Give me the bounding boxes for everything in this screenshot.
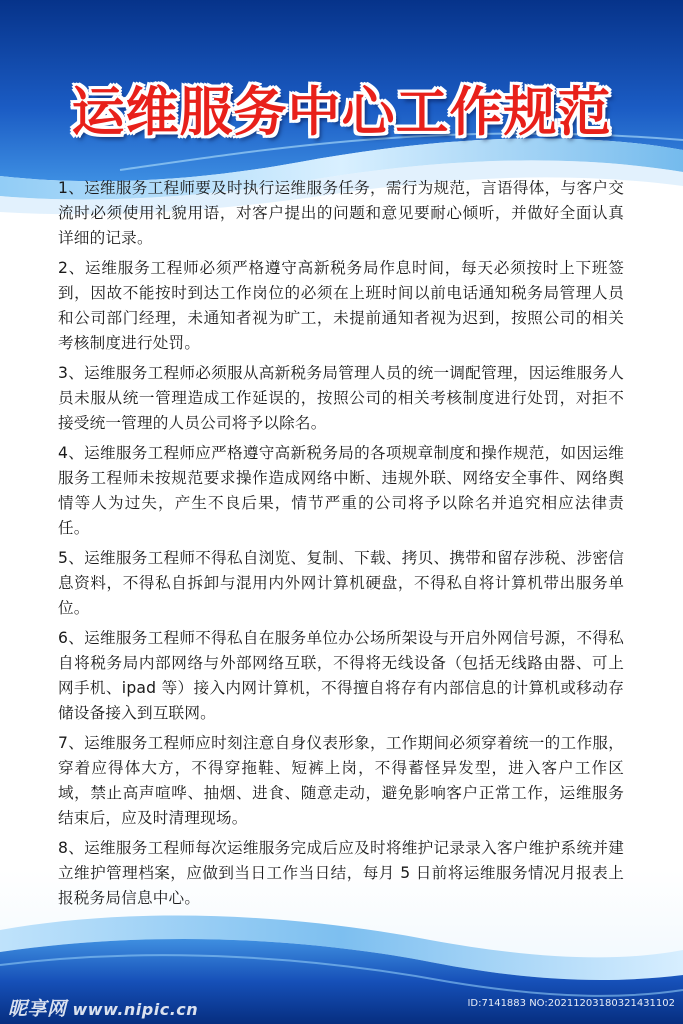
rule-item-7: 7、运维服务工程师应时刻注意自身仪表形象，工作期间必须穿着统一的工作服，穿着应得体大方，不得穿拖鞋、短裤上岗，不得蓄怪异发型，进入客户工作区域，禁止高声喧哗、抽烟、进食、随意走动，避免影响客户正常工作，运维服务结束后，应及时清理现场。	[58, 734, 624, 827]
watermark-brand-name: 昵享网	[8, 998, 67, 1020]
rules-list	[58, 176, 624, 916]
rule-item-3: 3、运维服务工程师必须服从高新税务局管理人员的统一调配管理，因运维服务人员未服从统一管理造成工作延误的，按照公司的相关考核制度进行处罚，对拒不接受统一管理的人员公司将予以除名。	[58, 364, 624, 432]
rule-item-4: 4、运维服务工程师应严格遵守高新税务局的各项规章制度和操作规范，如因运维服务工程师未按规范要求操作造成网络中断、违规外联、网络安全事件、网络舆情等人为过失，产生不良后果，情节严重的公司将予以除名并追究相应法律责任。	[58, 444, 624, 537]
rule-item-6: 6、运维服务工程师不得私自在服务单位办公场所架设与开启外网信号源，不得私自将税务局内部网络与外部网络互联，不得将无线设备（包括无线路由器、可上网手机、ipad 等）接入内网计算机，不得擅自将存有内部信息的计算机或移动存储设备接入到互联网。	[58, 629, 624, 722]
rule-item-1: 1、运维服务工程师要及时执行运维服务任务，需行为规范，言语得体，与客户交流时必须使用礼貌用语，对客户提出的问题和意见要耐心倾听，并做好全面认真详细的记录。	[58, 179, 624, 247]
page-title: 运维服务中心工作规范	[71, 82, 612, 143]
rule-item-2: 2、运维服务工程师必须严格遵守高新税务局作息时间，每天必须按时上下班签到，因故不能按时到达工作岗位的必须在上班时间以前电话通知税务局管理人员和公司部门经理，未通知者视为旷工，未提前通知者视为迟到，按照公司的相关考核制度进行处罚。	[58, 259, 624, 352]
watermark-id: ID:7141883 NO:20211203180321431102	[467, 998, 675, 1009]
rule-item-5: 5、运维服务工程师不得私自浏览、复制、下载、拷贝、携带和留存涉税、涉密信息资料，不得私自拆卸与混用内外网计算机硬盘，不得私自将计算机带出服务单位。	[58, 549, 624, 617]
watermark-brand	[8, 994, 198, 1021]
rule-item-8: 8、运维服务工程师每次运维服务完成后应及时将维护记录录入客户维护系统并建立维护管理档案，应做到当日工作当日结，每月 5 日前将运维服务情况月报表上报税务局信息中心。	[58, 839, 624, 907]
watermark-url: www.nipic.cn	[72, 1000, 199, 1019]
